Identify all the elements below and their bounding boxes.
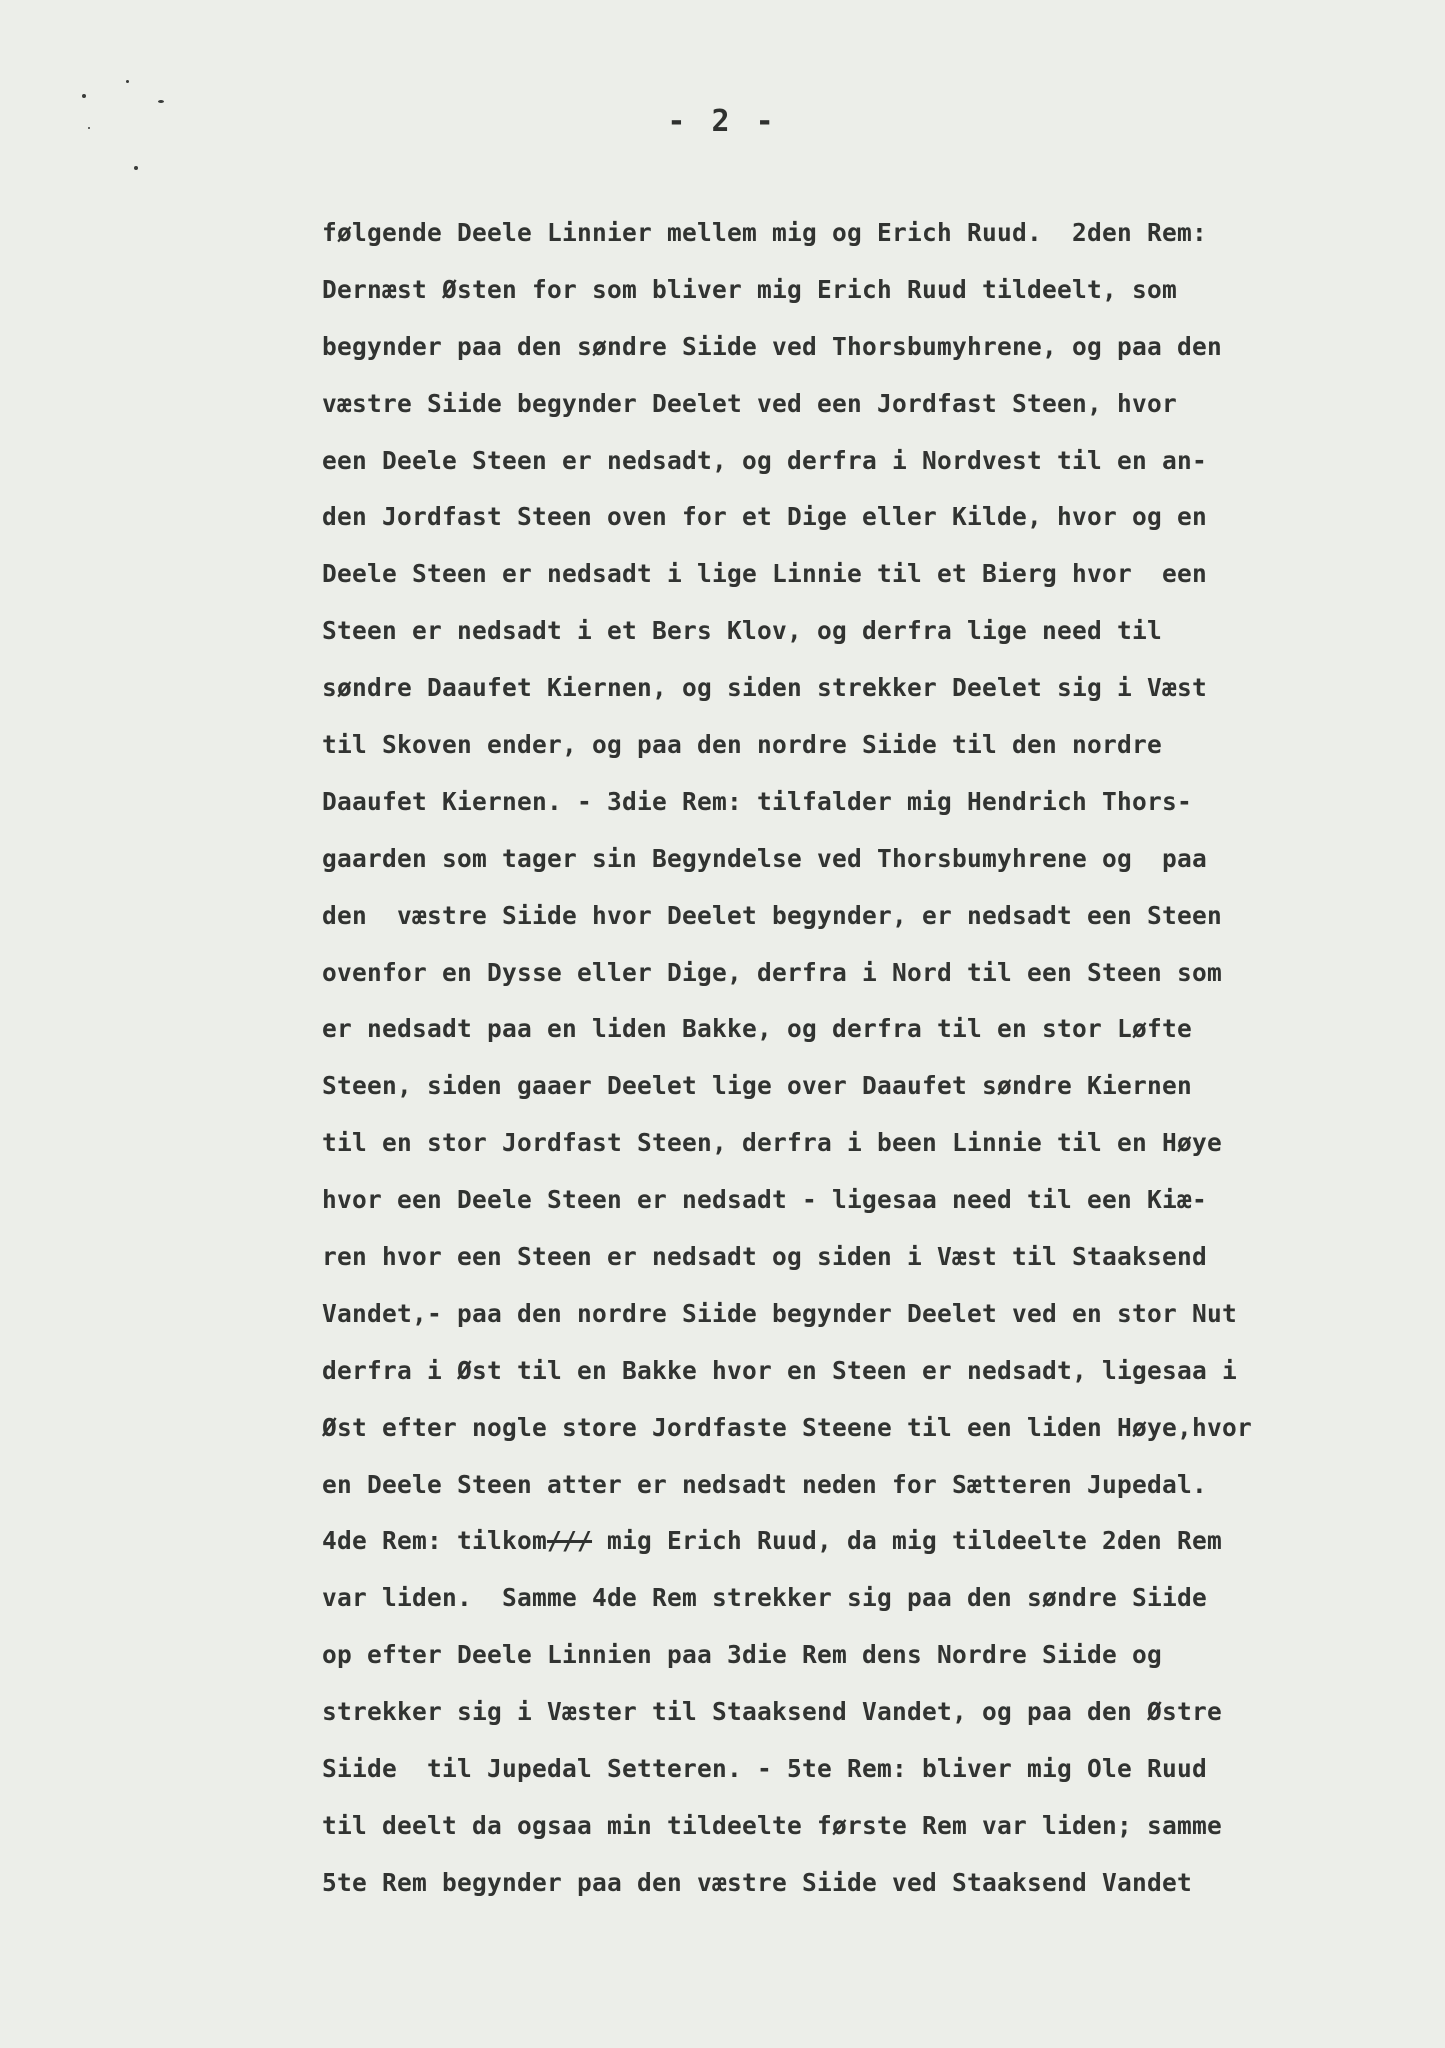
- margin-speck: [126, 80, 129, 83]
- text-line: begynder paa den søndre Siide ved Thorsbumyhrene, og paa den: [322, 331, 1223, 361]
- margin-speck: [82, 94, 86, 98]
- text-line: en Deele Steen atter er nedsadt neden for Sætteren Jupedal.: [322, 1469, 1208, 1499]
- text-line: Øst efter nogle store Jordfaste Steene til een liden Høye,hvor: [322, 1412, 1253, 1442]
- text-line: Dernæst Østen for som bliver mig Erich Ruud tildeelt, som: [322, 274, 1178, 304]
- text-line: 5te Rem begynder paa den væstre Siide ved Staaksend Vandet: [322, 1867, 1193, 1897]
- text-line: Steen, siden gaaer Deelet lige over Daaufet søndre Kiernen: [322, 1071, 1193, 1101]
- text-line: til en stor Jordfast Steen, derfra i been Linnie til en Høye: [322, 1128, 1223, 1158]
- text-line: Deele Steen er nedsadt i lige Linnie til et Bierg hvor een: [322, 559, 1208, 589]
- text-line: til Skoven ender, og paa den nordre Siide til den nordre: [322, 730, 1163, 760]
- page-number: - 2 -: [667, 104, 778, 139]
- text-line: ovenfor en Dysse eller Dige, derfra i Nord til een Steen som: [322, 957, 1223, 987]
- margin-speck: [134, 166, 138, 170]
- text-line: den væstre Siide hvor Deelet begynder, er nedsadt een Steen: [322, 900, 1223, 930]
- text-line: var liden. Samme 4de Rem strekker sig paa den søndre Siide: [322, 1583, 1208, 1613]
- text-line: ren hvor een Steen er nedsadt og siden i Væst til Staaksend: [322, 1242, 1208, 1272]
- text-line: Vandet,- paa den nordre Siide begynder Deelet ved en stor Nut: [322, 1298, 1238, 1328]
- text-segment: mig Erich Ruud, da mig tildeelte 2den Rem: [592, 1526, 1223, 1556]
- text-line: een Deele Steen er nedsadt, og derfra i Nordvest til en an-: [322, 445, 1208, 475]
- text-line: gaarden som tager sin Begyndelse ved Thorsbumyhrene og paa: [322, 843, 1208, 873]
- struck-out-text: ///: [547, 1526, 593, 1556]
- text-line: til deelt da ogsaa min tildeelte første Rem var liden; samme: [322, 1810, 1223, 1840]
- text-line: den Jordfast Steen oven for et Dige eller Kilde, hvor og en: [322, 502, 1208, 532]
- text-line: derfra i Øst til en Bakke hvor en Steen er nedsadt, ligesaa i: [322, 1355, 1238, 1385]
- text-line: væstre Siide begynder Deelet ved een Jordfast Steen, hvor: [322, 388, 1178, 418]
- text-line: op efter Deele Linnien paa 3die Rem dens Nordre Siide og: [322, 1640, 1163, 1670]
- margin-speck: [158, 100, 164, 103]
- text-segment: 4de Rem: tilkom: [322, 1526, 548, 1556]
- text-line: hvor een Deele Steen er nedsadt - ligesaa need til een Kiæ-: [322, 1185, 1208, 1215]
- text-line: følgende Deele Linnier mellem mig og Erich Ruud. 2den Rem:: [322, 218, 1208, 247]
- text-line: Steen er nedsadt i et Bers Klov, og derfra lige need til: [322, 616, 1163, 646]
- text-line: Daaufet Kiernen. - 3die Rem: tilfalder mig Hendrich Thors-: [322, 786, 1193, 816]
- text-line: er nedsadt paa en liden Bakke, og derfra til en stor Løfte: [322, 1014, 1193, 1044]
- typed-text-body: [322, 205, 1432, 1912]
- text-line: Siide til Jupedal Setteren. - 5te Rem: bliver mig Ole Ruud: [322, 1754, 1208, 1784]
- text-line: strekker sig i Væster til Staaksend Vandet, og paa den Østre: [322, 1697, 1223, 1727]
- text-line: søndre Daaufet Kiernen, og siden strekker Deelet sig i Væst: [322, 673, 1208, 703]
- text-line-with-strikethrough: [322, 1513, 1432, 1570]
